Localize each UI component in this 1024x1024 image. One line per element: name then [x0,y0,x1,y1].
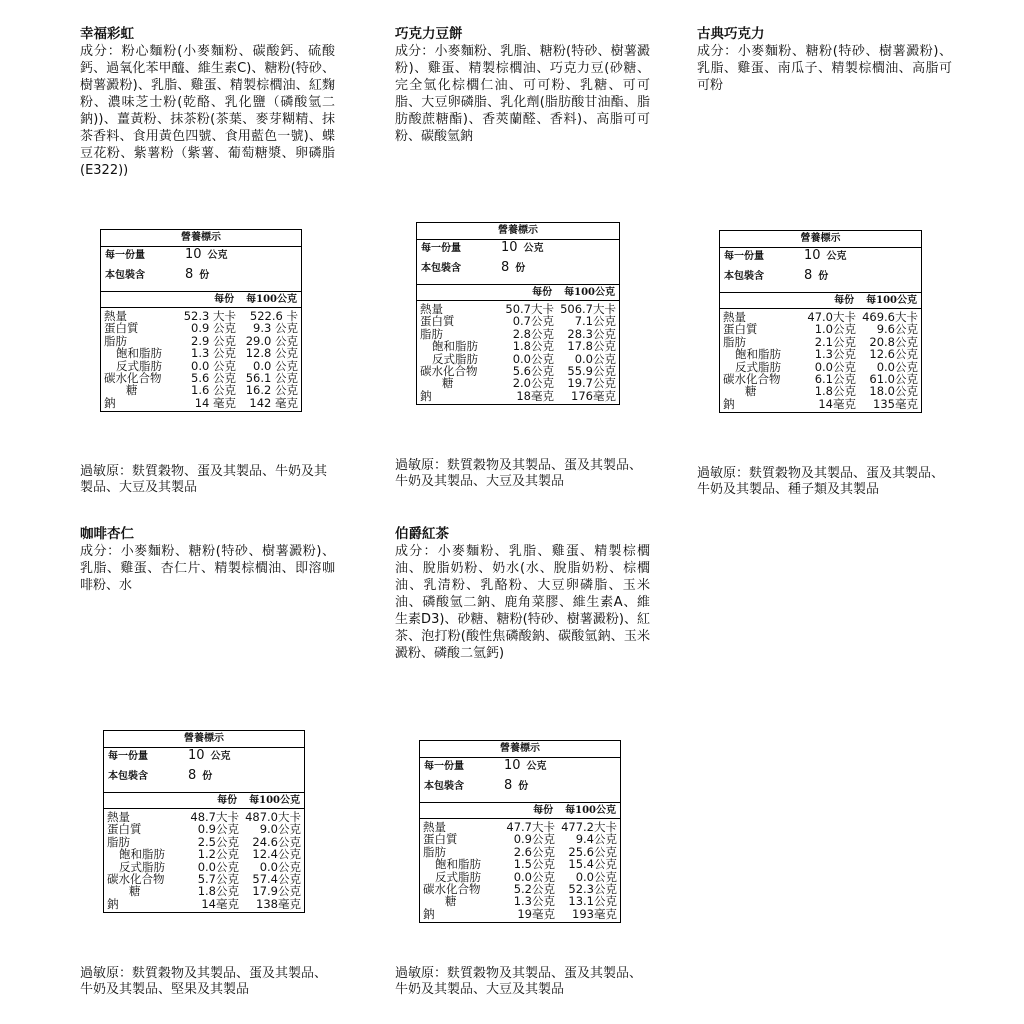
nutrient-per-serving: 18毫克 [516,388,554,403]
nutrient-per-100g: 61.0公克 [869,371,918,386]
nutrient-per-100g: 0.0公克 [574,351,616,366]
pack-unit: 份 [518,781,529,792]
pack-value: 8 [504,778,513,793]
nutrition-rows [104,809,304,912]
nutrient-name: 反式脂肪 [435,869,481,884]
servings-per-pack-row [724,270,917,290]
nutrient-name: 脂肪 [423,844,446,859]
allergen-text: 過敏原：麩質穀物及其製品、蛋及其製品、牛奶及其製品、大豆及其製品 [395,458,643,489]
serving-value: 10 [185,247,202,262]
pack-unit: 份 [202,771,213,782]
nutrition-row [723,323,918,335]
nutrient-name: 蛋白質 [420,314,455,329]
nutrient-per-100g: 477.2大卡 [561,820,617,834]
nutrition-row [723,348,918,360]
serving-unit: 公克 [210,751,231,762]
col-per-100g: 每100公克 [866,295,917,306]
col-per-100g: 每100公克 [249,795,300,806]
nutrient-per-100g: 17.8公克 [567,339,616,354]
nutrition-row [104,384,298,396]
col-per-100g: 每100公克 [564,287,615,298]
nutrient-per-serving: 50.7大卡 [505,302,554,316]
nutrient-per-serving: 1.3 公克 [191,346,236,361]
col-per-100g: 每100公克 [565,805,616,816]
nutrient-per-serving: 0.0公克 [513,869,555,884]
nutrient-per-100g: 0.0公克 [876,359,918,374]
nutrient-per-100g: 18.0公克 [869,384,918,399]
col-per-serving: 每份 [217,795,238,806]
serving-size-row [424,760,616,780]
ingredients-text: 成分：小麥麵粉、糖粉(特砂、樹薯澱粉)、乳脂、雞蛋、南瓜子、精製棕櫚油、高脂可可粉 [697,44,952,93]
nutrient-name: 蛋白質 [423,832,458,847]
nutrient-per-100g: 13.1公克 [568,894,617,909]
nutrition-serving-info [720,248,921,293]
nutrient-name: 脂肪 [107,834,130,849]
serving-label: 每一份量 [105,250,145,261]
nutrient-per-100g: 0.0公克 [575,869,617,884]
nutrient-name: 反式脂肪 [119,859,165,874]
nutrient-per-serving: 5.2公克 [513,881,555,896]
nutrient-name: 熱量 [104,309,127,323]
nutrient-per-100g: 9.3 公克 [253,321,298,336]
serving-value: 10 [501,240,518,255]
nutrition-row [420,390,616,402]
nutrient-name: 鈉 [423,906,435,921]
nutrient-per-serving: 14毫克 [818,396,856,411]
pack-value: 8 [804,268,813,283]
nutrient-name: 反式脂肪 [432,351,478,366]
nutrition-table [103,730,305,913]
nutrient-name: 糖 [445,894,457,909]
nutrient-per-serving: 1.8公克 [512,339,554,354]
nutrient-name: 碳水化合物 [104,370,162,385]
nutrient-name: 碳水化合物 [723,371,781,386]
nutrient-name: 碳水化合物 [420,363,478,378]
serving-value: 10 [504,758,521,773]
nutrient-per-serving: 47.0大卡 [807,310,856,324]
serving-size-row [105,249,297,269]
nutrition-row [104,347,298,359]
nutrient-per-serving: 2.6公克 [513,844,555,859]
nutrient-name: 鈉 [723,396,735,411]
nutrition-serving-info [417,240,619,285]
nutrient-per-100g: 12.4公克 [252,847,301,862]
nutrient-per-serving: 1.8公克 [197,884,239,899]
nutrient-per-100g: 29.0 公克 [245,333,298,348]
nutrient-per-serving: 2.9 公克 [191,333,236,348]
serving-unit: 公克 [207,250,228,261]
nutrient-name: 熱量 [107,810,130,824]
nutrient-per-serving: 0.9 公克 [191,321,236,336]
col-per-serving: 每份 [214,294,235,305]
nutrient-per-serving: 14 毫克 [194,395,236,410]
nutrient-name: 蛋白質 [104,321,139,336]
nutrient-per-100g: 142 毫克 [249,395,298,410]
col-per-serving: 每份 [834,295,855,306]
pack-label: 本包裝含 [105,270,145,281]
nutrition-row [423,833,617,845]
col-per-serving: 每份 [532,287,553,298]
nutrient-per-serving: 0.0 公克 [191,358,236,373]
pack-unit: 份 [818,271,829,282]
nutrient-name: 熱量 [423,820,446,834]
nutrient-per-serving: 1.3公克 [814,347,856,362]
nutrition-row [423,858,617,870]
nutrient-per-100g: 0.0 公克 [253,358,298,373]
nutrient-name: 飽和脂肪 [116,346,162,361]
servings-per-pack-row [105,269,297,289]
servings-per-pack-row [108,770,300,790]
nutrient-per-serving: 6.1公克 [814,371,856,386]
nutrition-table [416,222,620,405]
nutrient-per-serving: 1.2公克 [197,847,239,862]
nutrient-per-serving: 14毫克 [201,896,239,911]
nutrient-per-100g: 12.8 公克 [245,346,298,361]
nutrient-per-100g: 24.6公克 [252,834,301,849]
nutrition-rows [101,308,301,411]
serving-size-row [108,750,300,770]
nutrition-title: 營養標示 [420,741,620,758]
nutrient-name: 鈉 [104,395,116,410]
nutrition-serving-info [104,748,304,793]
nutrient-per-serving: 0.9公克 [197,822,239,837]
nutrition-column-headers [417,285,619,301]
nutrient-name: 蛋白質 [107,822,142,837]
nutrient-per-100g: 522.6 卡 [249,309,298,323]
nutrient-per-serving: 5.7公克 [197,871,239,886]
nutrient-per-serving: 52.3 大卡 [183,309,236,323]
nutrient-name: 鈉 [107,896,119,911]
serving-size-row [724,250,917,270]
serving-label: 每一份量 [424,761,464,772]
nutrition-title: 營養標示 [720,231,921,248]
nutrition-table [100,229,302,412]
nutrient-name: 糖 [745,384,757,399]
nutrition-rows [417,301,619,404]
pack-unit: 份 [199,270,210,281]
nutrition-serving-info [101,247,301,292]
nutrient-name: 糖 [126,383,138,398]
nutrition-title: 營養標示 [101,230,301,247]
nutrient-per-100g: 57.4公克 [252,871,301,886]
nutrient-per-100g: 487.0大卡 [245,810,301,824]
pack-label: 本包裝含 [108,771,148,782]
nutrient-per-100g: 15.4公克 [568,857,617,872]
nutrient-per-serving: 5.6 公克 [191,370,236,385]
nutrient-name: 飽和脂肪 [435,857,481,872]
nutrition-table [719,230,922,413]
nutrient-per-serving: 48.7大卡 [190,810,239,824]
product-block [395,526,650,662]
nutrient-per-100g: 55.9公克 [567,363,616,378]
serving-size-row [421,242,615,262]
nutrition-row [107,885,301,897]
product-title: 古典巧克力 [697,26,765,42]
nutrient-per-serving: 0.0公克 [814,359,856,374]
col-per-100g: 每100公克 [246,294,297,305]
nutrient-per-serving: 0.0公克 [197,859,239,874]
nutrition-row [420,377,616,389]
nutrition-row [723,385,918,397]
nutrient-per-100g: 28.3公克 [567,326,616,341]
nutrient-name: 熱量 [723,310,746,324]
product-title: 伯爵紅茶 [395,526,449,542]
serving-label: 每一份量 [108,751,148,762]
nutrient-per-100g: 193毫克 [572,906,617,921]
pack-value: 8 [185,267,194,282]
nutrient-name: 脂肪 [420,326,443,341]
nutrient-per-serving: 1.8公克 [814,384,856,399]
serving-unit: 公克 [826,251,847,262]
nutrition-row [423,908,617,920]
product-title: 幸福彩虹 [80,26,134,42]
ingredients-text: 成分：小麥麵粉、乳脂、雞蛋、精製棕櫚油、脫脂奶粉、奶水(水、脫脂奶粉、棕櫚油、乳清粉、乳酪粉、大豆卵磷脂、玉米油、磷酸氫二鈉、鹿角菜膠、維生素A、維生素D3)、砂糖、糖粉(特砂、樹薯澱粉)、紅茶、泡打粉(酸性焦磷酸鈉、碳酸氫鈉、玉米澱粉、磷酸二氫鈣) [395,544,650,661]
nutrient-per-100g: 176毫克 [571,388,616,403]
pack-value: 8 [501,260,510,275]
nutrient-name: 飽和脂肪 [735,347,781,362]
servings-per-pack-row [424,780,616,800]
serving-label: 每一份量 [421,243,461,254]
nutrient-per-serving: 1.5公克 [513,857,555,872]
nutrition-rows [720,309,921,412]
nutrient-per-100g: 20.8公克 [869,334,918,349]
nutrient-per-100g: 7.1公克 [574,314,616,329]
ingredients-text: 成分：粉心麵粉(小麥麵粉、碳酸鈣、硫酸鈣、過氧化苯甲醯、維生素C)、糖粉(特砂、樹薯澱粉)、乳脂、雞蛋、精製棕櫚油、紅麴粉、濃味芝士粉(乾酪、乳化鹽（磷酸氫二鈉))、薑黃粉、抹茶粉(茶葉、麥芽糊精、抹茶香料、食用黃色四號、食用藍色一號)、蝶豆花粉、紫薯粉（紫薯、葡萄糖漿、卵磷脂(E322)) [80,44,335,178]
serving-unit: 公克 [523,243,544,254]
product-block [697,26,952,94]
nutrient-name: 反式脂肪 [735,359,781,374]
ingredients-text: 成分：小麥麵粉、乳脂、糖粉(特砂、樹薯澱粉)、雞蛋、精製棕櫚油、巧克力豆(砂糖、完全氫化棕櫚仁油、可可粉、乳糖、可可脂、大豆卵磷脂、乳化劑(脂肪酸甘油酯、脂肪酸蔗糖酯)、香莢蘭醛、香料)、高脂可可粉、碳酸氫鈉 [395,44,650,144]
nutrient-per-serving: 47.7大卡 [506,820,555,834]
product-title: 咖啡杏仁 [80,526,134,542]
nutrient-name: 飽和脂肪 [119,847,165,862]
nutrient-name: 鈉 [420,388,432,403]
nutrient-name: 脂肪 [104,333,127,348]
nutrition-serving-info [420,758,620,803]
pack-value: 8 [188,768,197,783]
nutrient-name: 碳水化合物 [107,871,165,886]
pack-label: 本包裝含 [424,781,464,792]
nutrition-row [107,823,301,835]
product-title: 巧克力豆餅 [395,26,463,42]
nutrition-rows [420,819,620,922]
nutrient-name: 糖 [442,376,454,391]
servings-per-pack-row [421,262,615,282]
nutrient-per-serving: 1.3公克 [513,894,555,909]
nutrition-row [104,397,298,409]
nutrient-per-serving: 0.9公克 [513,832,555,847]
nutrient-per-serving: 19毫克 [517,906,555,921]
nutrient-per-100g: 9.4公克 [575,832,617,847]
col-per-serving: 每份 [533,805,554,816]
nutrient-per-100g: 506.7大卡 [560,302,616,316]
nutrition-column-headers [720,293,921,309]
allergen-text: 過敏原：麩質穀物及其製品、蛋及其製品、牛奶及其製品、大豆及其製品 [395,966,643,997]
nutrient-per-serving: 1.0公克 [814,322,856,337]
nutrition-column-headers [104,793,304,809]
nutrient-per-serving: 2.5公克 [197,834,239,849]
nutrient-name: 脂肪 [723,334,746,349]
nutrient-name: 碳水化合物 [423,881,481,896]
nutrition-row [423,895,617,907]
nutrition-row [420,340,616,352]
nutrition-row [107,898,301,910]
allergen-text: 過敏原：麩質穀物及其製品、蛋及其製品、牛奶及其製品、堅果及其製品 [80,966,328,997]
nutrient-per-100g: 17.9公克 [252,884,301,899]
nutrition-column-headers [101,292,301,308]
nutrient-per-100g: 9.0公克 [259,822,301,837]
nutrition-column-headers [420,803,620,819]
nutrient-per-100g: 9.6公克 [876,322,918,337]
pack-label: 本包裝含 [421,263,461,274]
nutrient-per-serving: 2.0公克 [512,376,554,391]
nutrient-per-100g: 52.3公克 [568,881,617,896]
nutrient-per-serving: 0.0公克 [512,351,554,366]
nutrient-per-100g: 469.6大卡 [862,310,918,324]
nutrient-per-serving: 0.7公克 [512,314,554,329]
nutrient-name: 蛋白質 [723,322,758,337]
nutrient-name: 熱量 [420,302,443,316]
nutrition-row [107,848,301,860]
nutrient-per-100g: 138毫克 [256,896,301,911]
nutrient-name: 反式脂肪 [116,358,162,373]
nutrient-per-100g: 25.6公克 [568,844,617,859]
allergen-text: 過敏原：麩質穀物及其製品、蛋及其製品、牛奶及其製品、種子類及其製品 [697,466,945,497]
nutrition-table [419,740,621,923]
nutrition-row [723,398,918,410]
nutrient-per-100g: 12.6公克 [869,347,918,362]
product-block [80,26,335,179]
nutrition-title: 營養標示 [104,731,304,748]
nutrient-per-serving: 2.1公克 [814,334,856,349]
nutrient-per-serving: 2.8公克 [512,326,554,341]
pack-unit: 份 [515,263,526,274]
nutrition-row [420,315,616,327]
ingredients-text: 成分：小麥麵粉、糖粉(特砂、樹薯澱粉)、乳脂、雞蛋、杏仁片、精製棕櫚油、即溶咖啡粉、水 [80,544,335,593]
serving-unit: 公克 [526,761,547,772]
product-block [395,26,650,145]
nutrition-title: 營養標示 [417,223,619,240]
nutrient-per-100g: 56.1 公克 [245,370,298,385]
nutrient-name: 飽和脂肪 [432,339,478,354]
nutrient-per-serving: 5.6公克 [512,363,554,378]
nutrient-per-serving: 1.6 公克 [191,383,236,398]
serving-label: 每一份量 [724,251,764,262]
serving-value: 10 [804,248,821,263]
nutrient-per-100g: 19.7公克 [567,376,616,391]
allergen-text: 過敏原：麩質穀物、蛋及其製品、牛奶及其製品、大豆及其製品 [80,464,328,495]
nutrient-per-100g: 135毫克 [873,396,918,411]
serving-value: 10 [188,748,205,763]
product-block [80,526,335,594]
pack-label: 本包裝含 [724,271,764,282]
nutrient-per-100g: 16.2 公克 [245,383,298,398]
nutrition-row [104,322,298,334]
nutrient-name: 糖 [129,884,141,899]
nutrient-per-100g: 0.0公克 [259,859,301,874]
